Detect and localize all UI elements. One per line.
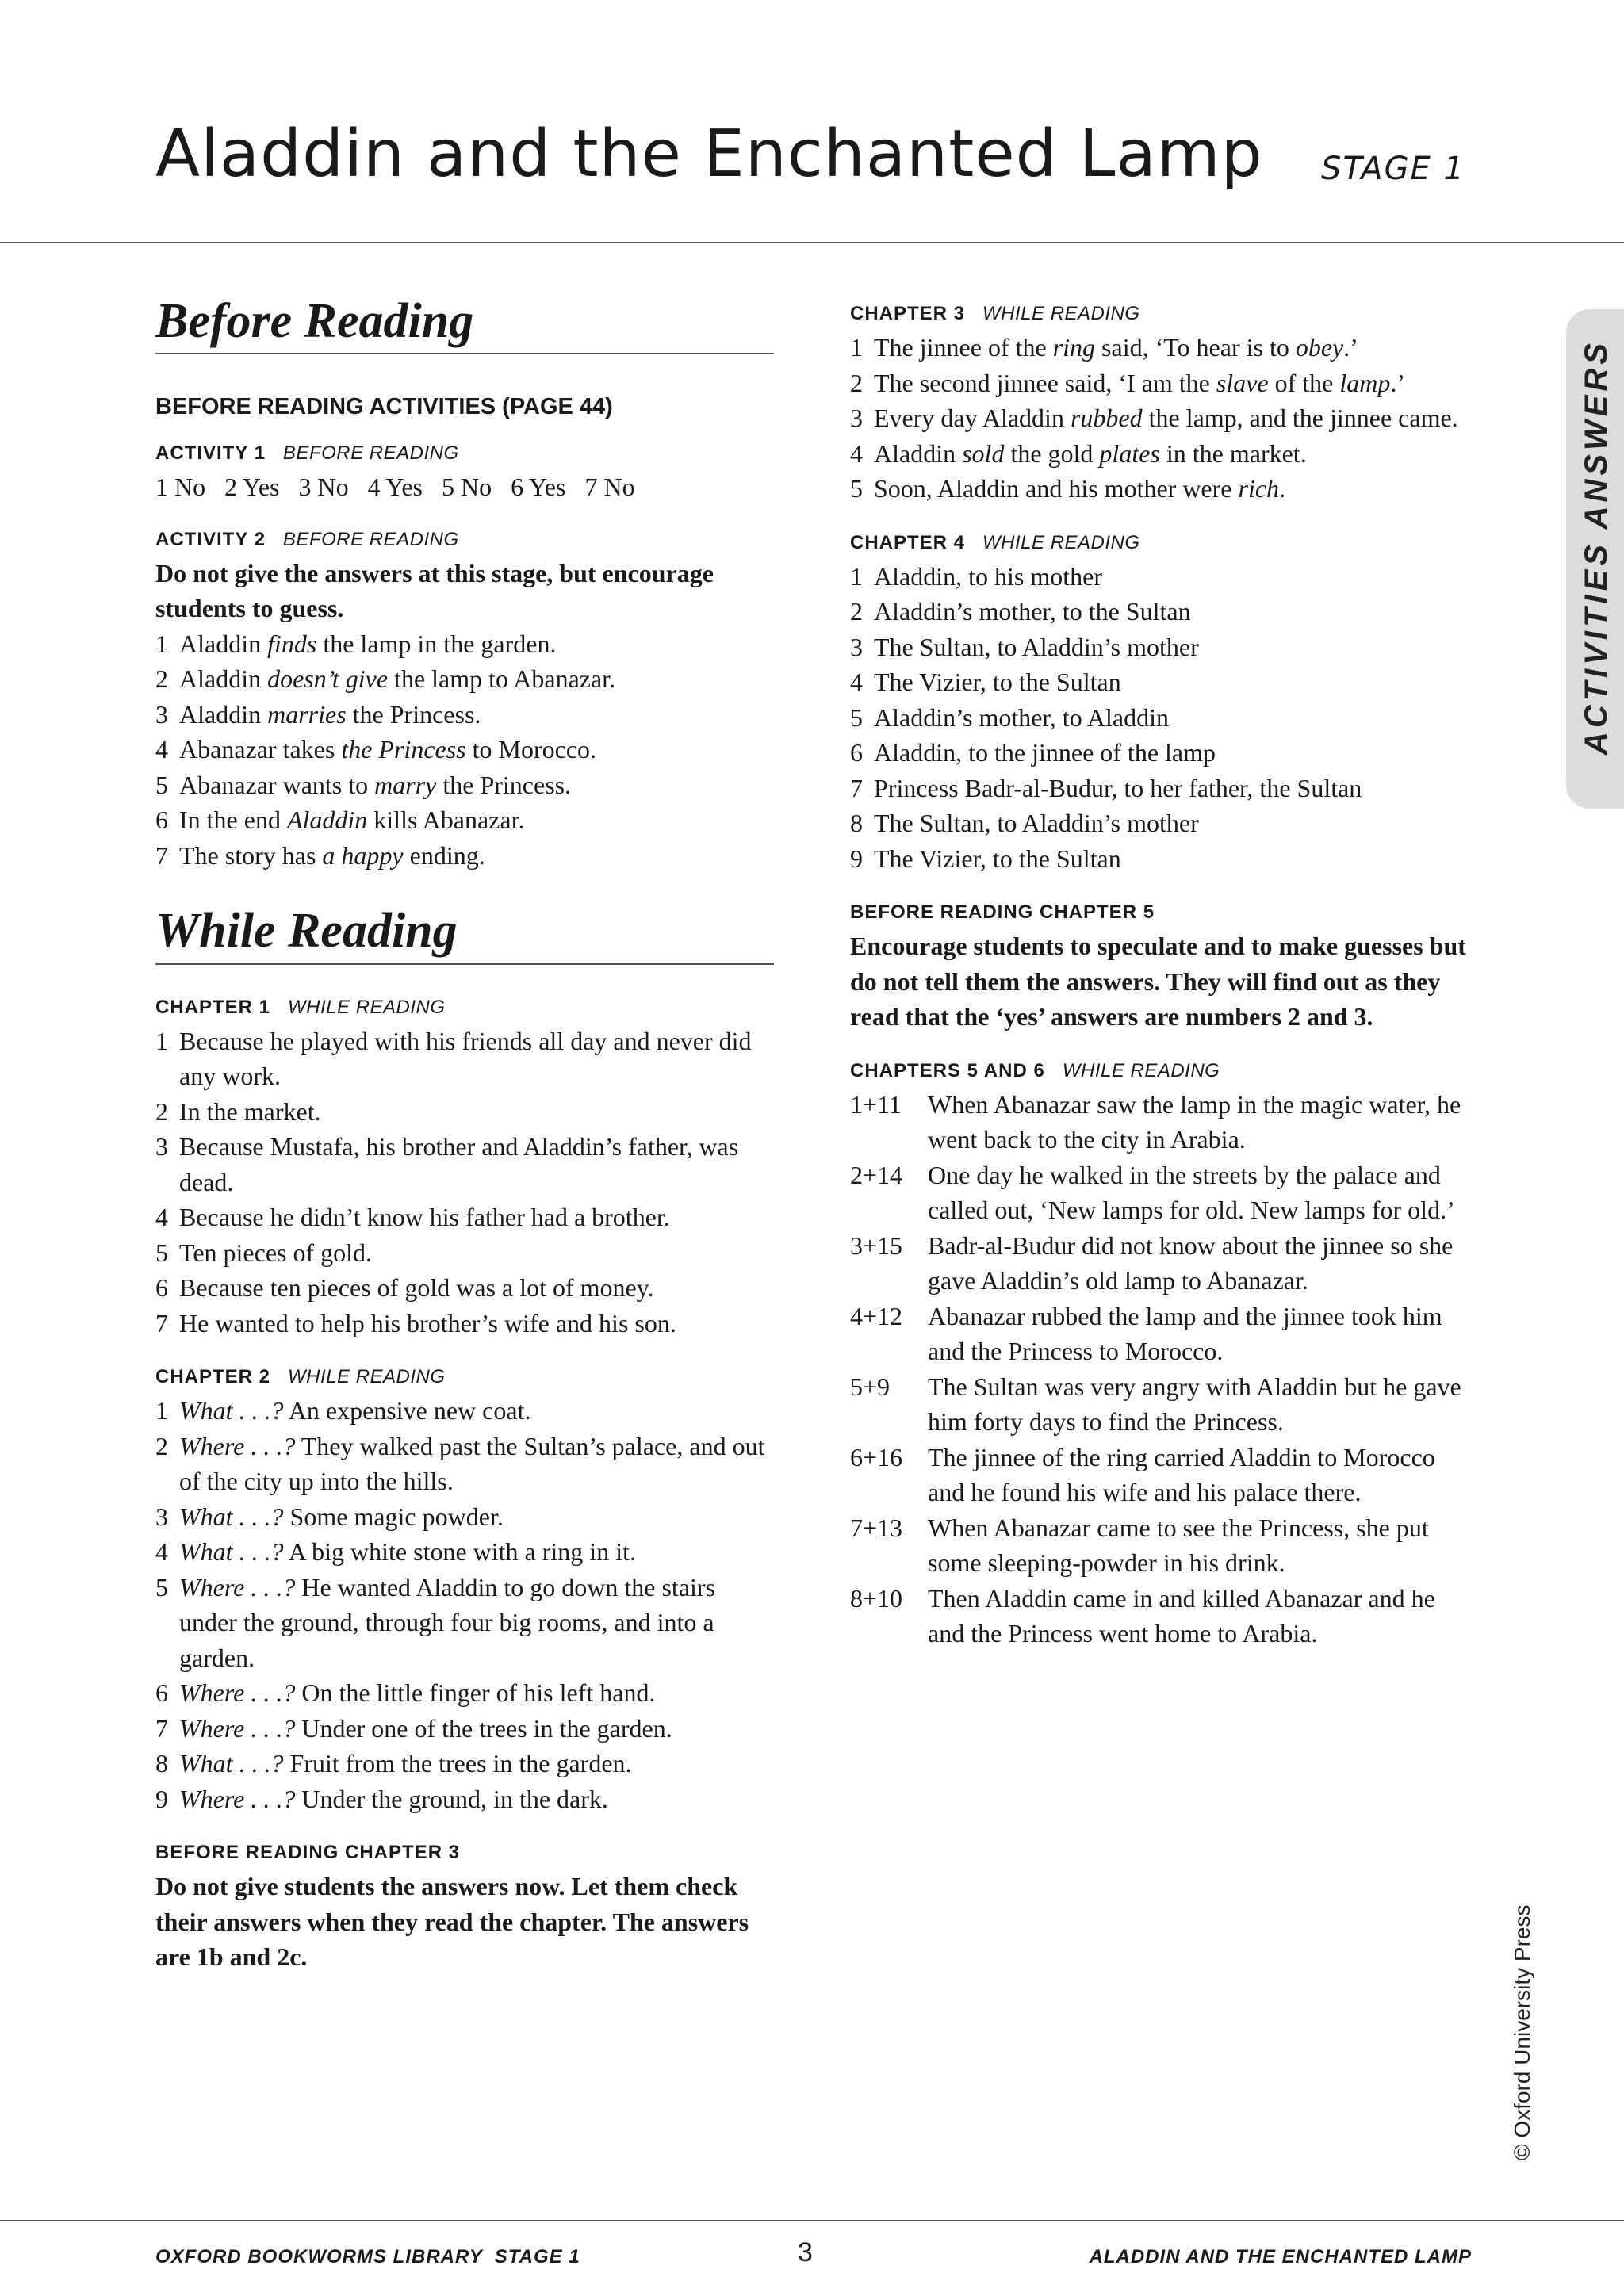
activity1-tag: BEFORE READING [282, 442, 459, 465]
chapters5and6-heading [850, 1060, 1477, 1082]
list-item: 1 Because he played with his friends all day and never did any work. [155, 1026, 752, 1091]
before-chapter5-note: Encourage students to speculate and to make guesses but do not tell them the answers. They will find out as they read that the ‘yes’ answers are numbers 2 and 3. [850, 932, 1466, 1031]
chapter1-heading [155, 997, 774, 1019]
activity1-label: ACTIVITY 1 [155, 442, 266, 465]
chapters5and6-list [850, 1087, 1477, 1651]
list-item: 5 Soon, Aladdin and his mother were rich. [850, 474, 1286, 503]
before-chapter3-heading [155, 1842, 774, 1864]
list-item: 8 What . . .? Fruit from the trees in the garden. [155, 1749, 632, 1778]
list-item: 8 The Sultan, to Aladdin’s mother [850, 809, 1199, 837]
list-item: 4 The Vizier, to the Sultan [850, 668, 1121, 696]
activity2-tag: BEFORE READING [282, 528, 459, 550]
right-column [850, 303, 1477, 1651]
activity2-note: Do not give the answers at this stage, but encourage students to guess. [155, 558, 714, 623]
chapter3-label: CHAPTER 3 [850, 303, 966, 324]
list-item: 6 Because ten pieces of gold was a lot of money. [155, 1273, 654, 1303]
list-item: 8+10 Then Aladdin came in and killed Abanazar and he and the Princess went home to Arabia. [850, 1583, 1435, 1647]
before-reading-heading: BEFORE READING ACTIVITIES (PAGE 44) [155, 394, 613, 420]
list-item: 6+16 The jinnee of the ring carried Aladdin to Morocco and he found his wife and his palace there. [850, 1442, 1435, 1506]
list-item: 3 Aladdin marries the Princess. [155, 699, 481, 729]
while-reading-title: While Reading [155, 903, 774, 964]
chapter2-list [155, 1393, 774, 1816]
chapter4-label: CHAPTER 4 [850, 531, 966, 553]
side-tab-label: ACTIVITIES ANSWERS [1579, 339, 1614, 756]
chapters5and6-tag: WHILE READING [1062, 1059, 1220, 1081]
list-item: 7 Where . . .? Under one of the trees in the garden. [155, 1713, 672, 1743]
activity2-label: ACTIVITY 2 [155, 528, 266, 550]
list-item: 1 Aladdin, to his mother [850, 561, 1102, 591]
list-item: 2 The second jinnee said, ‘I am the slave of the lamp.’ [850, 368, 1405, 397]
list-item: 7 The story has a happy ending. [155, 840, 485, 870]
page-number: 3 [798, 2237, 813, 2267]
list-item: 7+13 When Abanazar came to see the Princess, she put some sleeping-powder in his drink. [850, 1513, 1429, 1577]
footer-book-title: ALADDIN AND THE ENCHANTED LAMP [1089, 2246, 1472, 2267]
before-chapter5-label: BEFORE READING CHAPTER 5 [850, 901, 1155, 923]
chapter1-tag: WHILE READING [288, 996, 446, 1018]
chapter2-label: CHAPTER 2 [155, 1366, 271, 1388]
chapter2-heading [155, 1366, 774, 1388]
list-item: 1 The jinnee of the ring said, ‘To hear is to obey.’ [850, 333, 1358, 362]
list-item: 2 Aladdin doesn’t give the lamp to Abanazar. [155, 664, 616, 694]
left-column [155, 293, 774, 1975]
list-item: 5 Ten pieces of gold. [155, 1238, 373, 1267]
activity2-heading [155, 529, 774, 551]
chapter4-tag: WHILE READING [982, 531, 1140, 553]
activity2-list [155, 626, 774, 874]
list-item: 5 Aladdin’s mother, to Aladdin [850, 702, 1170, 732]
chapter2-tag: WHILE READING [288, 1366, 446, 1388]
before-reading-title: Before Reading [155, 293, 774, 354]
footer-series: OXFORD BOOKWORMS LIBRARY STAGE 1 [155, 2246, 580, 2267]
list-item: 9 The Vizier, to the Sultan [850, 844, 1121, 873]
list-item: 1 What . . .? An expensive new coat. [155, 1396, 531, 1425]
list-item: 2 In the market. [155, 1096, 321, 1126]
footer-divider [0, 2220, 1624, 2221]
list-item: 3 Every day Aladdin rubbed the lamp, and the jinnee came. [850, 404, 1458, 432]
before-chapter3-label: BEFORE READING CHAPTER 3 [155, 1842, 461, 1864]
chapter3-list [850, 330, 1477, 507]
list-item: 3+15 Badr-al-Budur did not know about the jinnee so she gave Aladdin’s old lamp to Abanazar. [850, 1230, 1454, 1295]
list-item: 4 What . . .? A big white stone with a ring in it. [155, 1537, 636, 1567]
list-item: 5+9 The Sultan was very angry with Aladdin but he gave him forty days to find the Princess. [850, 1372, 1461, 1436]
chapter4-list [850, 559, 1477, 877]
list-item: 6 Aladdin, to the jinnee of the lamp [850, 738, 1216, 767]
list-item: 3 The Sultan, to Aladdin’s mother [850, 632, 1199, 661]
copyright-notice: © Oxford University Press [1510, 1904, 1534, 2160]
before-chapter3-note: Do not give students the answers now. Let them check their answers when they read the chapter. The answers are 1b and 2c. [155, 1872, 749, 1972]
header-divider [0, 242, 1624, 243]
list-item: 5 Abanazar wants to marry the Princess. [155, 770, 572, 799]
list-item: 1+11 When Abanazar saw the lamp in the magic water, he went back to the city in Arabia. [850, 1089, 1461, 1154]
list-item: 5 Where . . .? He wanted Aladdin to go down the stairs under the ground, through four big rooms, and into a garden. [155, 1572, 716, 1672]
list-item: 1 Aladdin finds the lamp in the garden. [155, 629, 557, 658]
chapter3-tag: WHILE READING [982, 303, 1140, 324]
list-item: 6 Where . . .? On the little finger of his left hand. [155, 1678, 656, 1708]
list-item: 2+14 One day he walked in the streets by the palace and called out, ‘New lamps for old. New lamps for old.’ [850, 1160, 1455, 1224]
list-item: 3 What . . .? Some magic powder. [155, 1502, 504, 1531]
list-item: 4 Aladdin sold the gold plates in the market. [850, 438, 1307, 468]
chapter3-heading [850, 303, 1477, 325]
list-item: 4 Because he didn’t know his father had a brother. [155, 1203, 670, 1232]
list-item: 7 Princess Badr-al-Budur, to her father, the Sultan [850, 773, 1362, 802]
list-item: 9 Where . . .? Under the ground, in the dark. [155, 1784, 608, 1813]
before-chapter5-heading [850, 901, 1477, 924]
chapters5and6-label: CHAPTERS 5 AND 6 [850, 1059, 1045, 1081]
stage-label: STAGE 1 [1321, 151, 1465, 187]
chapter1-label: CHAPTER 1 [155, 996, 271, 1018]
chapter4-heading [850, 532, 1477, 554]
list-item: 4+12 Abanazar rubbed the lamp and the jinnee took him and the Princess to Morocco. [850, 1301, 1442, 1365]
activity1-answers: 1 No 2 Yes 3 No 4 Yes 5 No 6 Yes 7 No [155, 473, 635, 502]
list-item: 4 Abanazar takes the Princess to Morocco. [155, 735, 597, 764]
list-item: 6 In the end Aladdin kills Abanazar. [155, 806, 525, 835]
list-item: 2 Where . . .? They walked past the Sultan’s palace, and out of the city up into the hills. [155, 1431, 765, 1496]
activity1-heading [155, 442, 774, 465]
chapter1-list [155, 1024, 774, 1341]
list-item: 7 He wanted to help his brother’s wife and his son. [155, 1308, 676, 1337]
page-title: Aladdin and the Enchanted Lamp [155, 117, 1263, 192]
list-item: 2 Aladdin’s mother, to the Sultan [850, 597, 1191, 626]
list-item: 3 Because Mustafa, his brother and Aladdin’s father, was dead. [155, 1132, 739, 1196]
